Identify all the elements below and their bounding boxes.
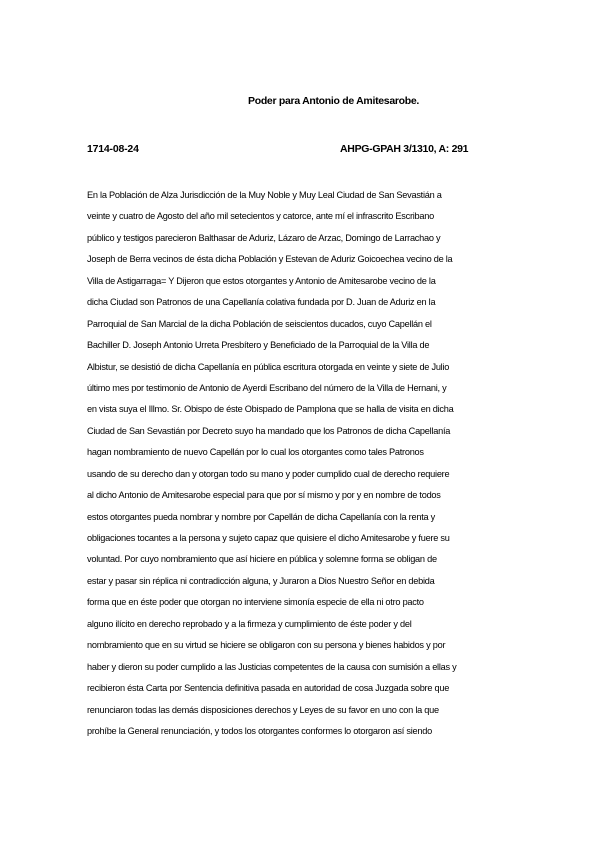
document-title: Poder para Antonio de Amitesarobe. (248, 95, 420, 107)
body-line: obligaciones tocantes a la persona y sujeto capaz que quisiere el dicho Amitesarobe y fuere su (87, 533, 450, 543)
body-line: alguno ilícito en derecho reprobado y a la firmeza y cumplimiento de éste poder y del (87, 618, 412, 629)
body-line: nombramiento que en su virtud se hiciere se obligaron con su persona y bienes habidos y por (87, 640, 446, 651)
body-line: Parroquial de San Marcial de la dicha Población de seiscientos ducados, cuyo Capellán el (87, 318, 432, 329)
body-line: prohíbe la General renunciación, y todos los otorgantes conformes lo otorgaron así siendo (87, 725, 432, 736)
body-line: renunciaron todas las demás disposiciones derechos y Leyes de su favor en uno con la que (87, 704, 439, 715)
body-line: Villa de Astigarraga= Y Dijeron que estos otorgantes y Antonio de Amitesarobe vecino de la (87, 275, 436, 286)
body-line: en vista suya el Illmo. Sr. Obispo de éste Obispado de Pamplona que se halla de visita en dicha (87, 404, 454, 415)
document-body (87, 185, 517, 742)
body-line: usando de su derecho dan y otorgan todo su mano y poder cumplido cual de derecho requiere (87, 468, 450, 479)
body-line: último mes por testimonio de Antonio de Ayerdi Escribano del número de la Villa de Hernani, y (87, 382, 447, 393)
body-line: voluntad. Por cuyo nombramiento que así hiciere en pública y solemne forma se obligan de (87, 554, 437, 565)
body-line: público y testigos parecieron Balthasar de Aduriz, Lázaro de Arzac, Domingo de Larrachao y (87, 232, 441, 243)
body-line: Albistur, se desistió de dicha Capellanía en pública escritura otorgada en veinte y siete de Julio (87, 361, 450, 372)
body-line: forma que en éste poder que otorgan no interviene simonía especie de ella ni otro pacto (87, 597, 424, 608)
body-line: al dicho Antonio de Amitesarobe especial para que por sí mismo y por y en nombre de todos (87, 490, 441, 501)
body-line: En la Población de Alza Jurisdicción de la Muy Noble y Muy Leal Ciudad de San Sevastián a (87, 190, 442, 200)
document-date: 1714-08-24 (87, 143, 139, 155)
body-line: estar y pasar sin réplica ni contradicción alguna, y Juraron a Dios Nuestro Señor en debida (87, 575, 435, 586)
body-line: haber y dieron su poder cumplido a las Justicias competentes de la causa con sumisión a ellas y (87, 661, 457, 672)
body-line: estos otorgantes pueda nombrar y nombre por Capellán de dicha Capellanía con la renta y (87, 511, 436, 522)
document-reference: AHPG-GPAH 3/1310, A: 291 (340, 143, 469, 155)
body-line: Joseph de Berra vecinos de ésta dicha Población y Estevan de Aduriz Goicoechea vecino de la (87, 254, 453, 265)
body-line: Bachiller D. Joseph Antonio Urreta Presbítero y Beneficiado de la Parroquial de la Villa de (87, 340, 430, 351)
body-line: hagan nombramiento de nuevo Capellán por lo cual los otorgantes como tales Patronos (87, 447, 424, 458)
body-line: veinte y cuatro de Agosto del año mil setecientos y catorce, ante mí el infrascrito Escribano (87, 211, 434, 222)
body-line: Ciudad de San Sevastián por Decreto suyo ha mandado que los Patronos de dicha Capellanía (87, 425, 451, 436)
body-line: recibieron ésta Carta por Sentencia definitiva pasada en autoridad de cosa Juzgada sobre que (87, 683, 450, 694)
body-line: dicha Ciudad son Patronos de una Capellanía colativa fundada por D. Juan de Aduriz en la (87, 297, 436, 308)
